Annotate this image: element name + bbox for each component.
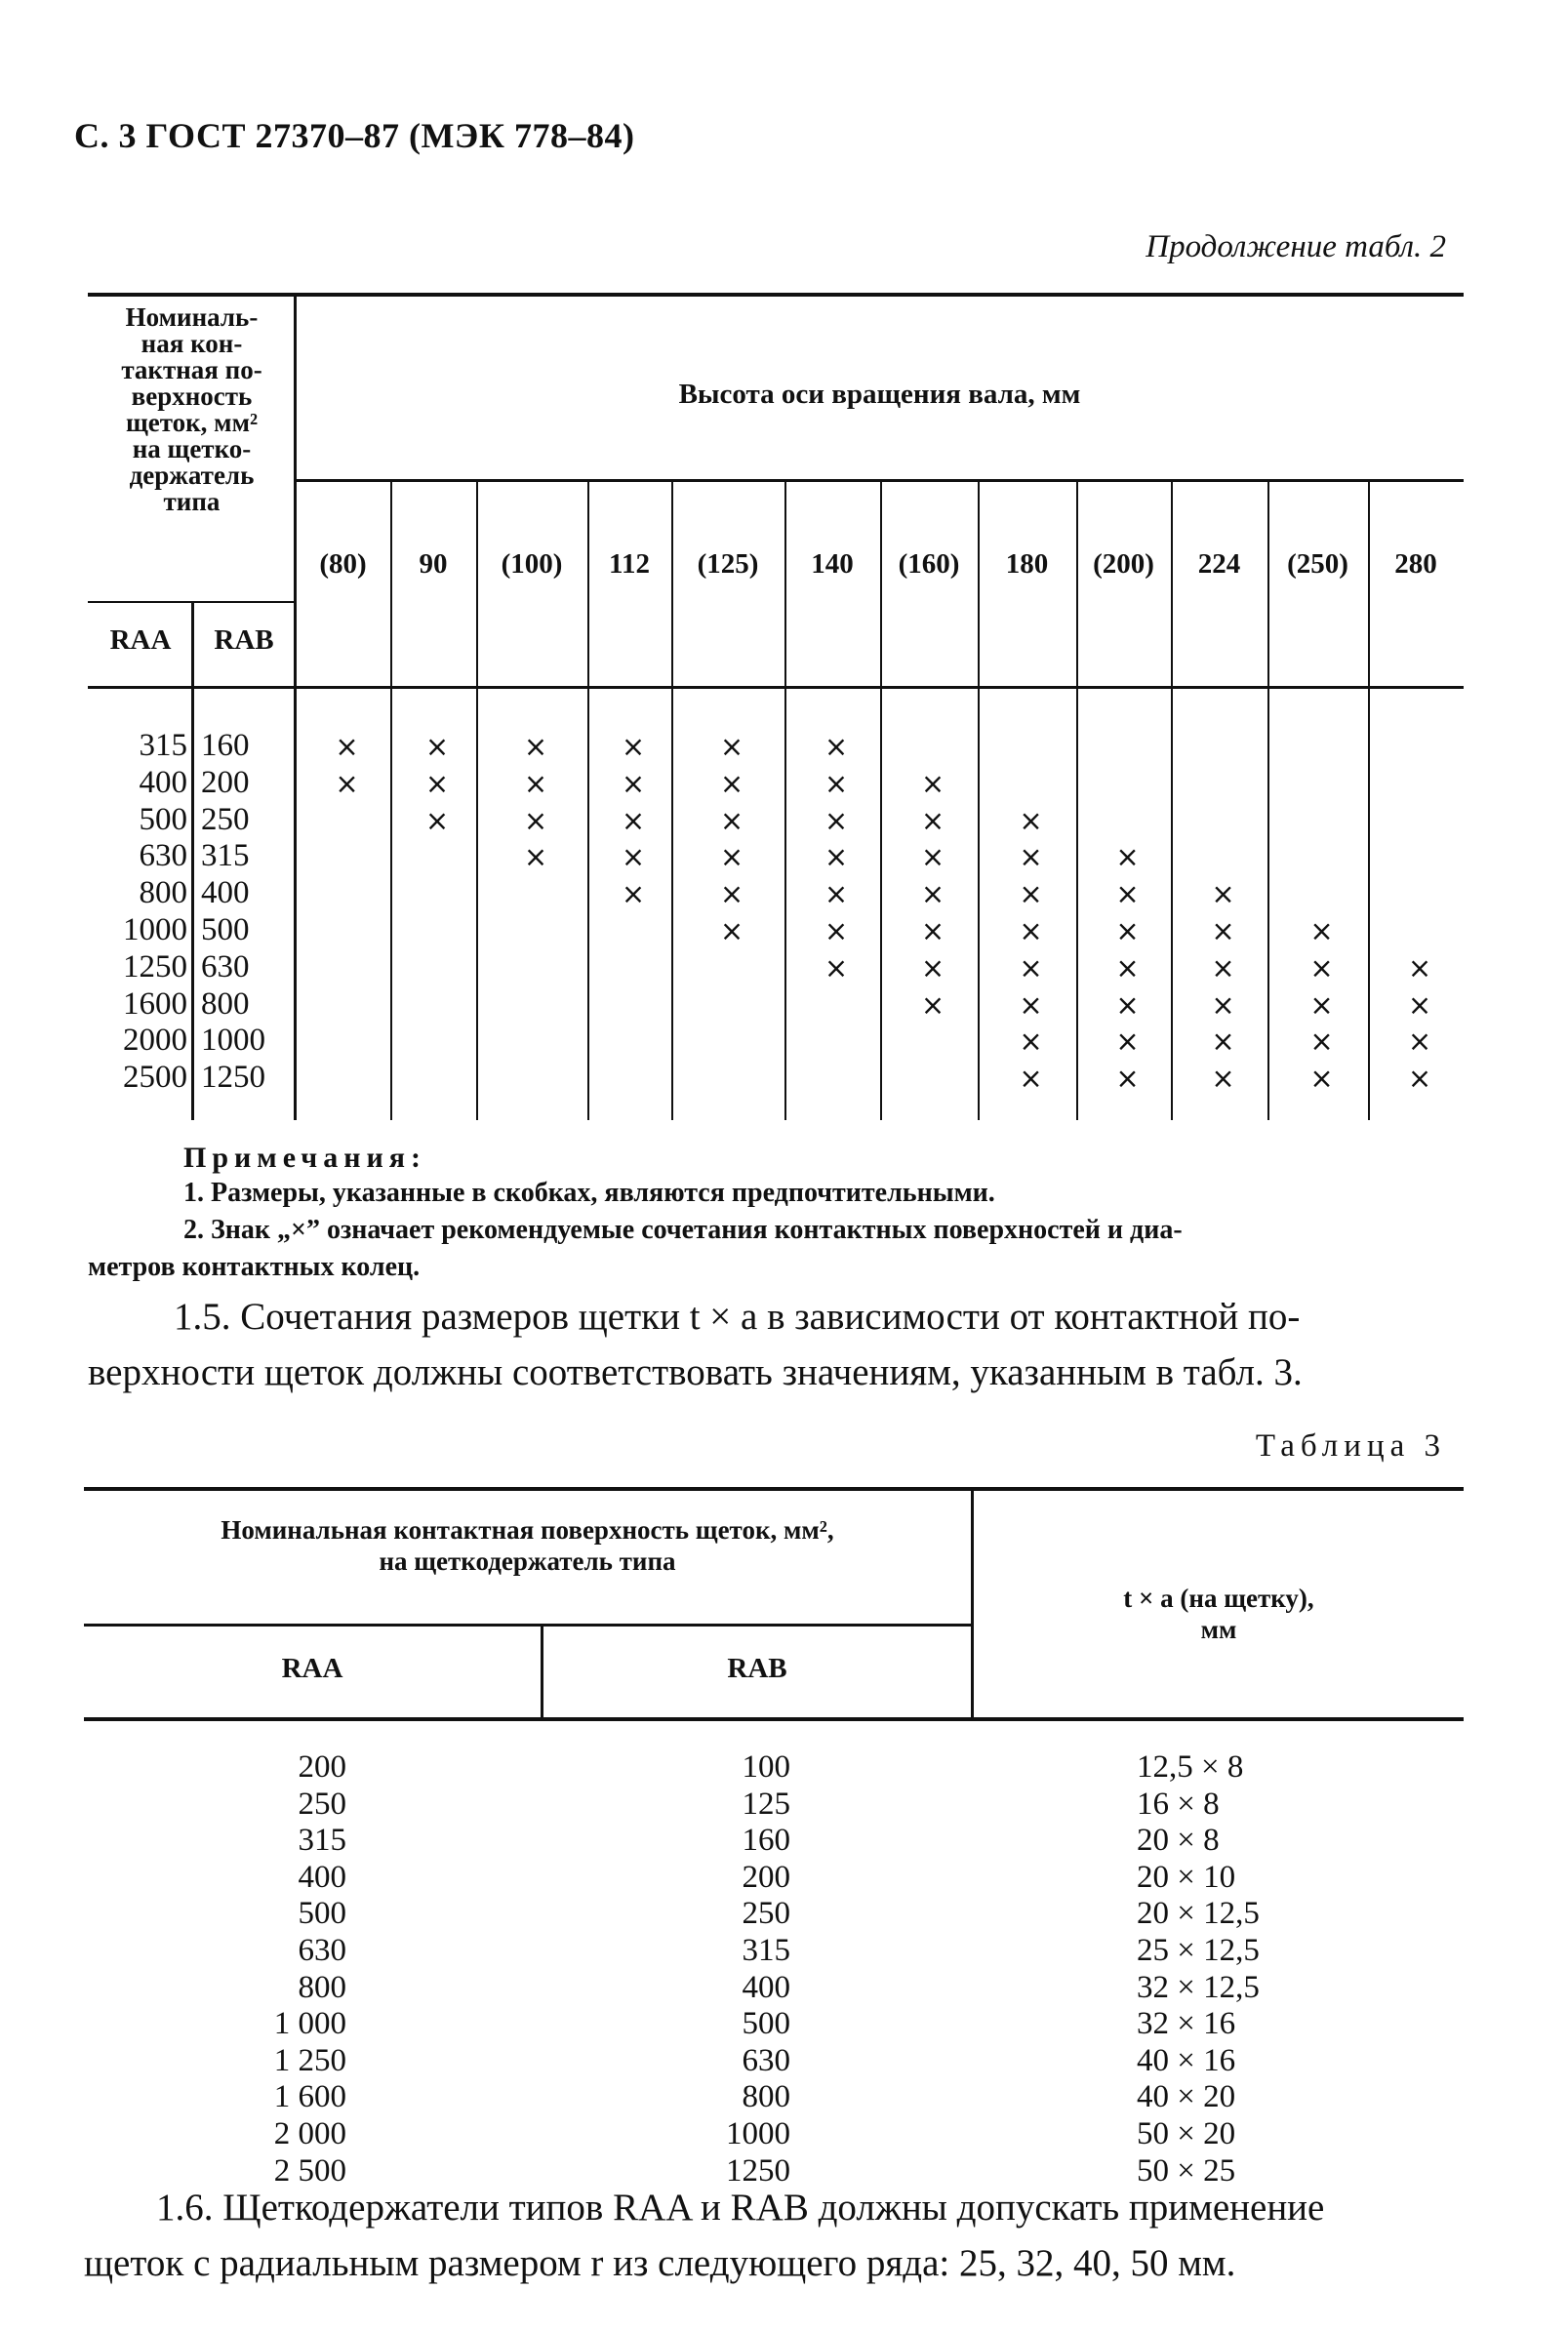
table3-cell-size: 16 × 8 <box>1137 1786 1220 1822</box>
table2-mark: × <box>1019 1024 1043 1059</box>
table3-cell-rab: 125 <box>742 1786 790 1822</box>
note-2-line-1: 2. Знак „×” означает рекомендуемые сочетания контактных поверхностей и диа- <box>183 1215 1183 1245</box>
table2-cell-raa: 2000 <box>123 1023 187 1059</box>
table3-cell-raa: 250 <box>298 1786 346 1822</box>
table2-cell-rab: 315 <box>201 838 250 874</box>
head-left-line: верхность <box>131 382 253 411</box>
table3-cell-raa: 1 000 <box>273 2006 346 2042</box>
table2-cell-raa: 2500 <box>123 1060 187 1096</box>
table3-cell-rab: 100 <box>742 1749 790 1785</box>
table2-cell-rab: 500 <box>201 912 250 947</box>
table2-height-label: 90 <box>419 548 448 580</box>
table2-mark: × <box>1309 914 1334 947</box>
note-2-line-2: метров контактных колец. <box>88 1252 421 1282</box>
table2-mark: × <box>824 914 849 947</box>
table3-cell-size: 32 × 12,5 <box>1137 1969 1260 2005</box>
table2-mark: × <box>1019 840 1043 874</box>
table3-cell-raa: 1 600 <box>273 2079 346 2115</box>
table2-mark: × <box>1115 950 1140 984</box>
table3-cell-raa: 2 500 <box>273 2152 346 2189</box>
table2-mark: × <box>1019 1062 1043 1096</box>
table2-mark: × <box>424 766 450 800</box>
table2-mark: × <box>621 877 646 911</box>
table2-head-span: Высота оси вращения вала, мм <box>678 379 1081 410</box>
table2-mark: × <box>920 877 945 911</box>
table2-cell-rab: 200 <box>201 764 250 800</box>
table2-mark: × <box>424 803 450 837</box>
table3-cell-rab: 800 <box>742 2079 790 2115</box>
table2-mark: × <box>621 730 646 763</box>
table3-cell-raa: 315 <box>298 1823 346 1859</box>
note-1: 1. Размеры, указанные в скобках, являются предпочтительными. <box>183 1178 995 1208</box>
table2-col-raa: RAA <box>109 624 172 656</box>
table3-cell-rab: 160 <box>742 1823 790 1859</box>
table2-mark: × <box>719 840 744 874</box>
table2-height-label: 112 <box>609 548 650 580</box>
table3-head-left <box>84 1514 971 1577</box>
table2-height-label: (100) <box>501 548 563 580</box>
table-continuation-label: Продолжение табл. 2 <box>1146 229 1446 264</box>
table2-mark: × <box>1115 840 1140 874</box>
head-right-line-1: t × a (на щетку), <box>1123 1584 1314 1613</box>
table2-mark: × <box>824 730 849 763</box>
table2-cell-raa: 800 <box>139 875 187 911</box>
table2-mark: × <box>1115 1062 1140 1096</box>
table2-mark: × <box>1115 877 1140 911</box>
table2-mark: × <box>824 766 849 800</box>
table2-mark: × <box>920 987 945 1022</box>
table2-height-label: (250) <box>1287 548 1348 580</box>
table2-mark: × <box>1115 914 1140 947</box>
table2-mark: × <box>920 803 945 837</box>
paragraph-1-6-line-1: 1.6. Щеткодержатели типов RAA и RAB должны допускать применение <box>156 2187 1325 2229</box>
paragraph-1-5-line-2: верхности щеток должны соответствовать значениям, указанным в табл. 3. <box>88 1351 1303 1393</box>
table2-mark: × <box>621 840 646 874</box>
table2-mark: × <box>1019 950 1043 984</box>
table2-mark: × <box>1407 950 1432 984</box>
table2-mark: × <box>920 950 945 984</box>
table2-mark: × <box>523 840 548 874</box>
table3-cell-size: 50 × 20 <box>1137 2116 1236 2151</box>
table2-mark: × <box>1115 987 1140 1022</box>
table3-cell-size: 20 × 10 <box>1137 1859 1236 1895</box>
table2-mark: × <box>523 766 548 800</box>
table2-cell-rab: 1000 <box>201 1023 265 1059</box>
table3-cell-rab: 500 <box>742 2006 790 2042</box>
table2-height-label: (200) <box>1093 548 1154 580</box>
table2-mark: × <box>424 730 450 763</box>
notes-title: Примечания: <box>183 1142 427 1174</box>
table3-cell-size: 20 × 12,5 <box>1137 1896 1260 1932</box>
table2-mark: × <box>920 914 945 947</box>
table3-cell-rab: 200 <box>742 1859 790 1895</box>
table3-cell-rab: 315 <box>742 1933 790 1968</box>
table3-head-right <box>974 1583 1464 1645</box>
page-header: С. 3 ГОСТ 27370–87 (МЭК 778–84) <box>74 116 635 155</box>
table2-mark: × <box>719 766 744 800</box>
table2-height-label: (80) <box>319 548 367 580</box>
table2-cell-raa: 630 <box>139 838 187 874</box>
table2-cell-raa: 1250 <box>123 948 187 984</box>
table3-cell-size: 40 × 20 <box>1137 2079 1236 2115</box>
table2-cell-raa: 315 <box>139 728 187 763</box>
table3-mid-rule <box>84 1624 972 1627</box>
table3-cell-size: 20 × 8 <box>1137 1823 1220 1859</box>
table2-mark: × <box>1211 987 1235 1022</box>
table2-cell-raa: 400 <box>139 764 187 800</box>
paragraph-1-5-line-1: 1.5. Сочетания размеров щетки t × a в зависимости от контактной по- <box>174 1296 1301 1338</box>
table2-mark: × <box>1019 803 1043 837</box>
head-left-line-2: на щеткодержатель типа <box>379 1547 676 1576</box>
table3-top-rule <box>84 1487 1464 1491</box>
table2-mark: × <box>1309 950 1334 984</box>
table2-mark: × <box>335 766 359 800</box>
table2-cell-raa: 1000 <box>123 912 187 947</box>
table3-cell-rab: 630 <box>742 2042 790 2078</box>
head-left-line: на щетко- <box>132 434 252 463</box>
table3-cell-raa: 200 <box>298 1749 346 1785</box>
table2-height-label: 140 <box>811 548 854 580</box>
table3-cell-size: 25 × 12,5 <box>1137 1933 1260 1968</box>
table2-mark: × <box>719 877 744 911</box>
table2-mark: × <box>824 840 849 874</box>
table2-mark: × <box>523 803 548 837</box>
table2-mark: × <box>1019 987 1043 1022</box>
paragraph-1-6-line-2: щеток с радиальным размером r из следующего ряда: 25, 32, 40, 50 мм. <box>84 2242 1236 2284</box>
table3-cell-raa: 2 000 <box>273 2116 346 2151</box>
table2-cell-rab: 250 <box>201 801 250 837</box>
table2-mark: × <box>1407 1062 1432 1096</box>
table3-cell-rab: 400 <box>742 1969 790 2005</box>
table2-mark: × <box>621 766 646 800</box>
head-right-line-2: мм <box>1200 1615 1237 1644</box>
table3-cell-raa: 800 <box>298 1969 346 2005</box>
table3-cell-size: 50 × 25 <box>1137 2152 1236 2189</box>
table2-mark: × <box>1309 1024 1334 1059</box>
head-left-line: щеток, мм² <box>125 408 259 437</box>
head-left-line: ная кон- <box>141 329 243 358</box>
table2-mark: × <box>1309 987 1334 1022</box>
table3-cell-size: 32 × 16 <box>1137 2006 1236 2042</box>
table2-mark: × <box>719 803 744 837</box>
table2-height-label: 280 <box>1394 548 1437 580</box>
table2-height-label: (125) <box>697 548 759 580</box>
table2-col-rab: RAB <box>214 624 274 656</box>
table2-mark: × <box>1407 1024 1432 1059</box>
table2-cell-rab: 160 <box>201 728 250 763</box>
table3-cell-raa: 1 250 <box>273 2042 346 2078</box>
table2-cell-raa: 1600 <box>123 985 187 1022</box>
table2-mark: × <box>1211 877 1235 911</box>
table3-title: Таблица 3 <box>1255 1428 1446 1464</box>
table2-cell-rab: 630 <box>201 948 250 984</box>
table3-cell-rab: 1000 <box>726 2116 790 2151</box>
table2-mark: × <box>1211 1024 1235 1059</box>
table2-height-label: 180 <box>1005 548 1049 580</box>
table2-mark: × <box>824 803 849 837</box>
head-left-line: тактная по- <box>121 355 262 384</box>
table2-mark: × <box>1309 1062 1334 1096</box>
table2-cell-rab: 1250 <box>201 1060 265 1096</box>
table2-cell-rab: 800 <box>201 985 250 1022</box>
table2-mark: × <box>920 766 945 800</box>
table2-height-label: 224 <box>1197 548 1241 580</box>
table2-mark: × <box>621 803 646 837</box>
table2-mark: × <box>719 914 744 947</box>
table2-mark: × <box>824 877 849 911</box>
table3-cell-size: 40 × 16 <box>1137 2042 1236 2078</box>
table2-mark: × <box>824 950 849 984</box>
table2-cell-rab: 400 <box>201 875 250 911</box>
table2-mark: × <box>1019 914 1043 947</box>
table2-mark: × <box>1115 1024 1140 1059</box>
table3-cell-rab: 250 <box>742 1896 790 1932</box>
table2-mark: × <box>1019 877 1043 911</box>
table2-mark: × <box>719 730 744 763</box>
table2-mark: × <box>1211 950 1235 984</box>
head-left-line: держатель <box>129 461 255 490</box>
table2-mark: × <box>1211 914 1235 947</box>
table3-col-raa: RAA <box>281 1653 343 1684</box>
head-left-line-1: Номинальная контактная поверхность щеток, мм², <box>221 1515 834 1545</box>
table2-cell-raa: 500 <box>139 801 187 837</box>
head-left-line: Номиналь- <box>125 302 259 332</box>
table2-mark: × <box>335 730 359 763</box>
table2-mark: × <box>1211 1062 1235 1096</box>
table3-cell-size: 12,5 × 8 <box>1137 1749 1244 1785</box>
table3-cell-raa: 400 <box>298 1859 346 1895</box>
table2-mark: × <box>1407 987 1432 1022</box>
table3-cell-rab: 1250 <box>726 2152 790 2189</box>
table3-cell-raa: 630 <box>298 1933 346 1968</box>
table3-head-bottom-rule <box>84 1717 1464 1721</box>
table3-col-rab: RAB <box>727 1653 787 1684</box>
table2-mark: × <box>523 730 548 763</box>
table2-mark: × <box>920 840 945 874</box>
table2-height-label: (160) <box>898 548 960 580</box>
table3-cell-raa: 500 <box>298 1896 346 1932</box>
head-left-line: типа <box>163 487 221 516</box>
